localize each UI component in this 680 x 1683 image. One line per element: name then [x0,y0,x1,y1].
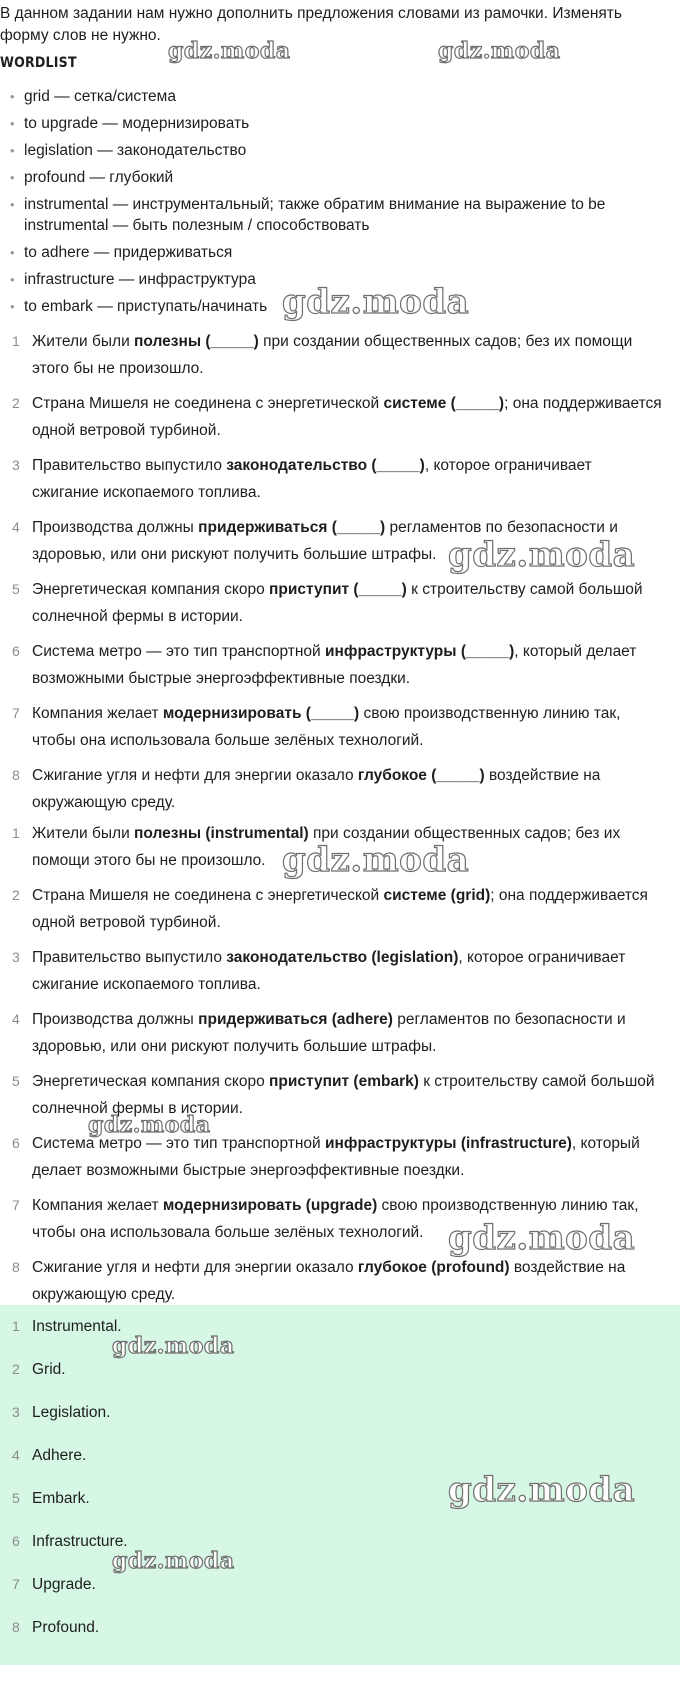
watermark: gdz.moda [282,282,470,322]
watermark: gdz.moda [168,38,291,64]
watermark: gdz.moda [88,1112,211,1138]
watermark: gdz.moda [112,1548,235,1574]
wordlist-item: • profound — глубокий [0,167,670,188]
answer-text: Infrastructure. [32,1533,128,1550]
task-number: 7 [12,705,20,721]
answer-number: 5 [12,1490,20,1506]
answer-number: 2 [12,1361,20,1377]
filled-text: Правительство выпустило законодательство (legislation), которое ограничивает сжигание ископаемого топлива. [32,949,626,993]
filled-number: 7 [12,1197,20,1213]
wordlist-item: • legislation — законодательство [0,140,670,161]
answer-text: Legislation. [32,1404,111,1421]
answer-text: Grid. [32,1361,66,1378]
filled-number: 6 [12,1135,20,1151]
task-number: 3 [12,457,20,473]
answer-number: 4 [12,1447,20,1463]
filled-text: Страна Мишеля не соединена с энергетической системе (grid); она поддерживается одной ветровой турбиной. [32,887,648,931]
task-number: 4 [12,519,20,535]
task-text: Жители были полезны (_____) при создании общественных садов; без их помощи этого бы не произошло. [32,333,633,377]
filled-number: 5 [12,1073,20,1089]
task-number: 6 [12,643,20,659]
filled-text: Производства должны придерживаться (adhere) регламентов по безопасности и здоровью, или они рискуют получить большие штрафы. [32,1011,626,1055]
watermark: gdz.moda [448,1470,636,1510]
filled-number: 3 [12,949,20,965]
filled-text: Система метро — это тип транспортной инфраструктуры (infrastructure), который делает возможными быстрые энергоэффективные поездки. [32,1135,640,1179]
answer-number: 6 [12,1533,20,1549]
task-number: 2 [12,395,20,411]
wordlist-item: • to adhere — придерживаться [0,242,670,263]
watermark: gdz.moda [448,535,636,575]
answer-number: 7 [12,1576,20,1592]
task-text: Производства должны придерживаться (_____) регламентов по безопасности и здоровью, или они рискуют получить большие штрафы. [32,519,618,563]
answer-number: 3 [12,1404,20,1420]
wordlist-title: WORDLIST [0,55,77,71]
filled-text: Жители были полезны (instrumental) при создании общественных садов; без их помощи этого бы не произошло. [32,825,621,869]
intro-text: В данном задании нам нужно дополнить предложения словами из рамочки. Изменять форму слов не нужно. [0,5,622,44]
wordlist-item: • grid — сетка/система [0,86,670,107]
task-number: 8 [12,767,20,783]
filled-number: 1 [12,825,20,841]
filled-text: Сжигание угля и нефти для энергии оказало глубокое (profound) воздействие на окружающую среду. [32,1259,626,1303]
answer-text: Instrumental. [32,1318,122,1335]
wordlist-item: • infrastructure — инфраструктура [0,269,670,290]
answer-number: 1 [12,1318,20,1334]
wordlist-item: • to embark — приступать/начинать [0,296,670,317]
filled-text: Компания желает модернизировать (upgrade) свою производственную линию так, чтобы она использовала больше зелёных технологий. [32,1197,639,1241]
watermark: gdz.moda [112,1333,235,1359]
filled-number: 8 [12,1259,20,1275]
task-text: Сжигание угля и нефти для энергии оказало глубокое (_____) воздействие на окружающую среду. [32,767,601,811]
task-text: Энергетическая компания скоро приступит (_____) к строительству самой большой солнечной фермы в истории. [32,581,643,625]
task-number: 1 [12,333,20,349]
filled-text: Энергетическая компания скоро приступит (embark) к строительству самой большой солнечной фермы в истории. [32,1073,655,1117]
filled-number: 2 [12,887,20,903]
watermark: gdz.moda [282,840,470,880]
filled-number: 4 [12,1011,20,1027]
wordlist [0,86,670,323]
watermark: gdz.moda [438,38,561,64]
answer-number: 8 [12,1619,20,1635]
answer-text: Upgrade. [32,1576,96,1593]
wordlist-item: • instrumental — инструментальный; также обратим внимание на выражение to be instrumental — быть полезным / способствовать [0,194,670,236]
task-text: Страна Мишеля не соединена с энергетической системе (_____); она поддерживается одной ветровой турбиной. [32,395,662,439]
task-number: 5 [12,581,20,597]
answer-text: Profound. [32,1619,100,1636]
answer-text: Embark. [32,1490,90,1507]
answer-text: Adhere. [32,1447,87,1464]
task-text: Система метро — это тип транспортной инфраструктуры (_____), который делает возможными быстрые энергоэффективные поездки. [32,643,637,687]
watermark: gdz.moda [448,1218,636,1258]
task-text: Правительство выпустило законодательство (_____), которое ограничивает сжигание ископаемого топлива. [32,457,592,501]
wordlist-item: • to upgrade — модернизировать [0,113,670,134]
task-text: Компания желает модернизировать (_____) свою производственную линию так, чтобы она использовала больше зелёных технологий. [32,705,621,749]
